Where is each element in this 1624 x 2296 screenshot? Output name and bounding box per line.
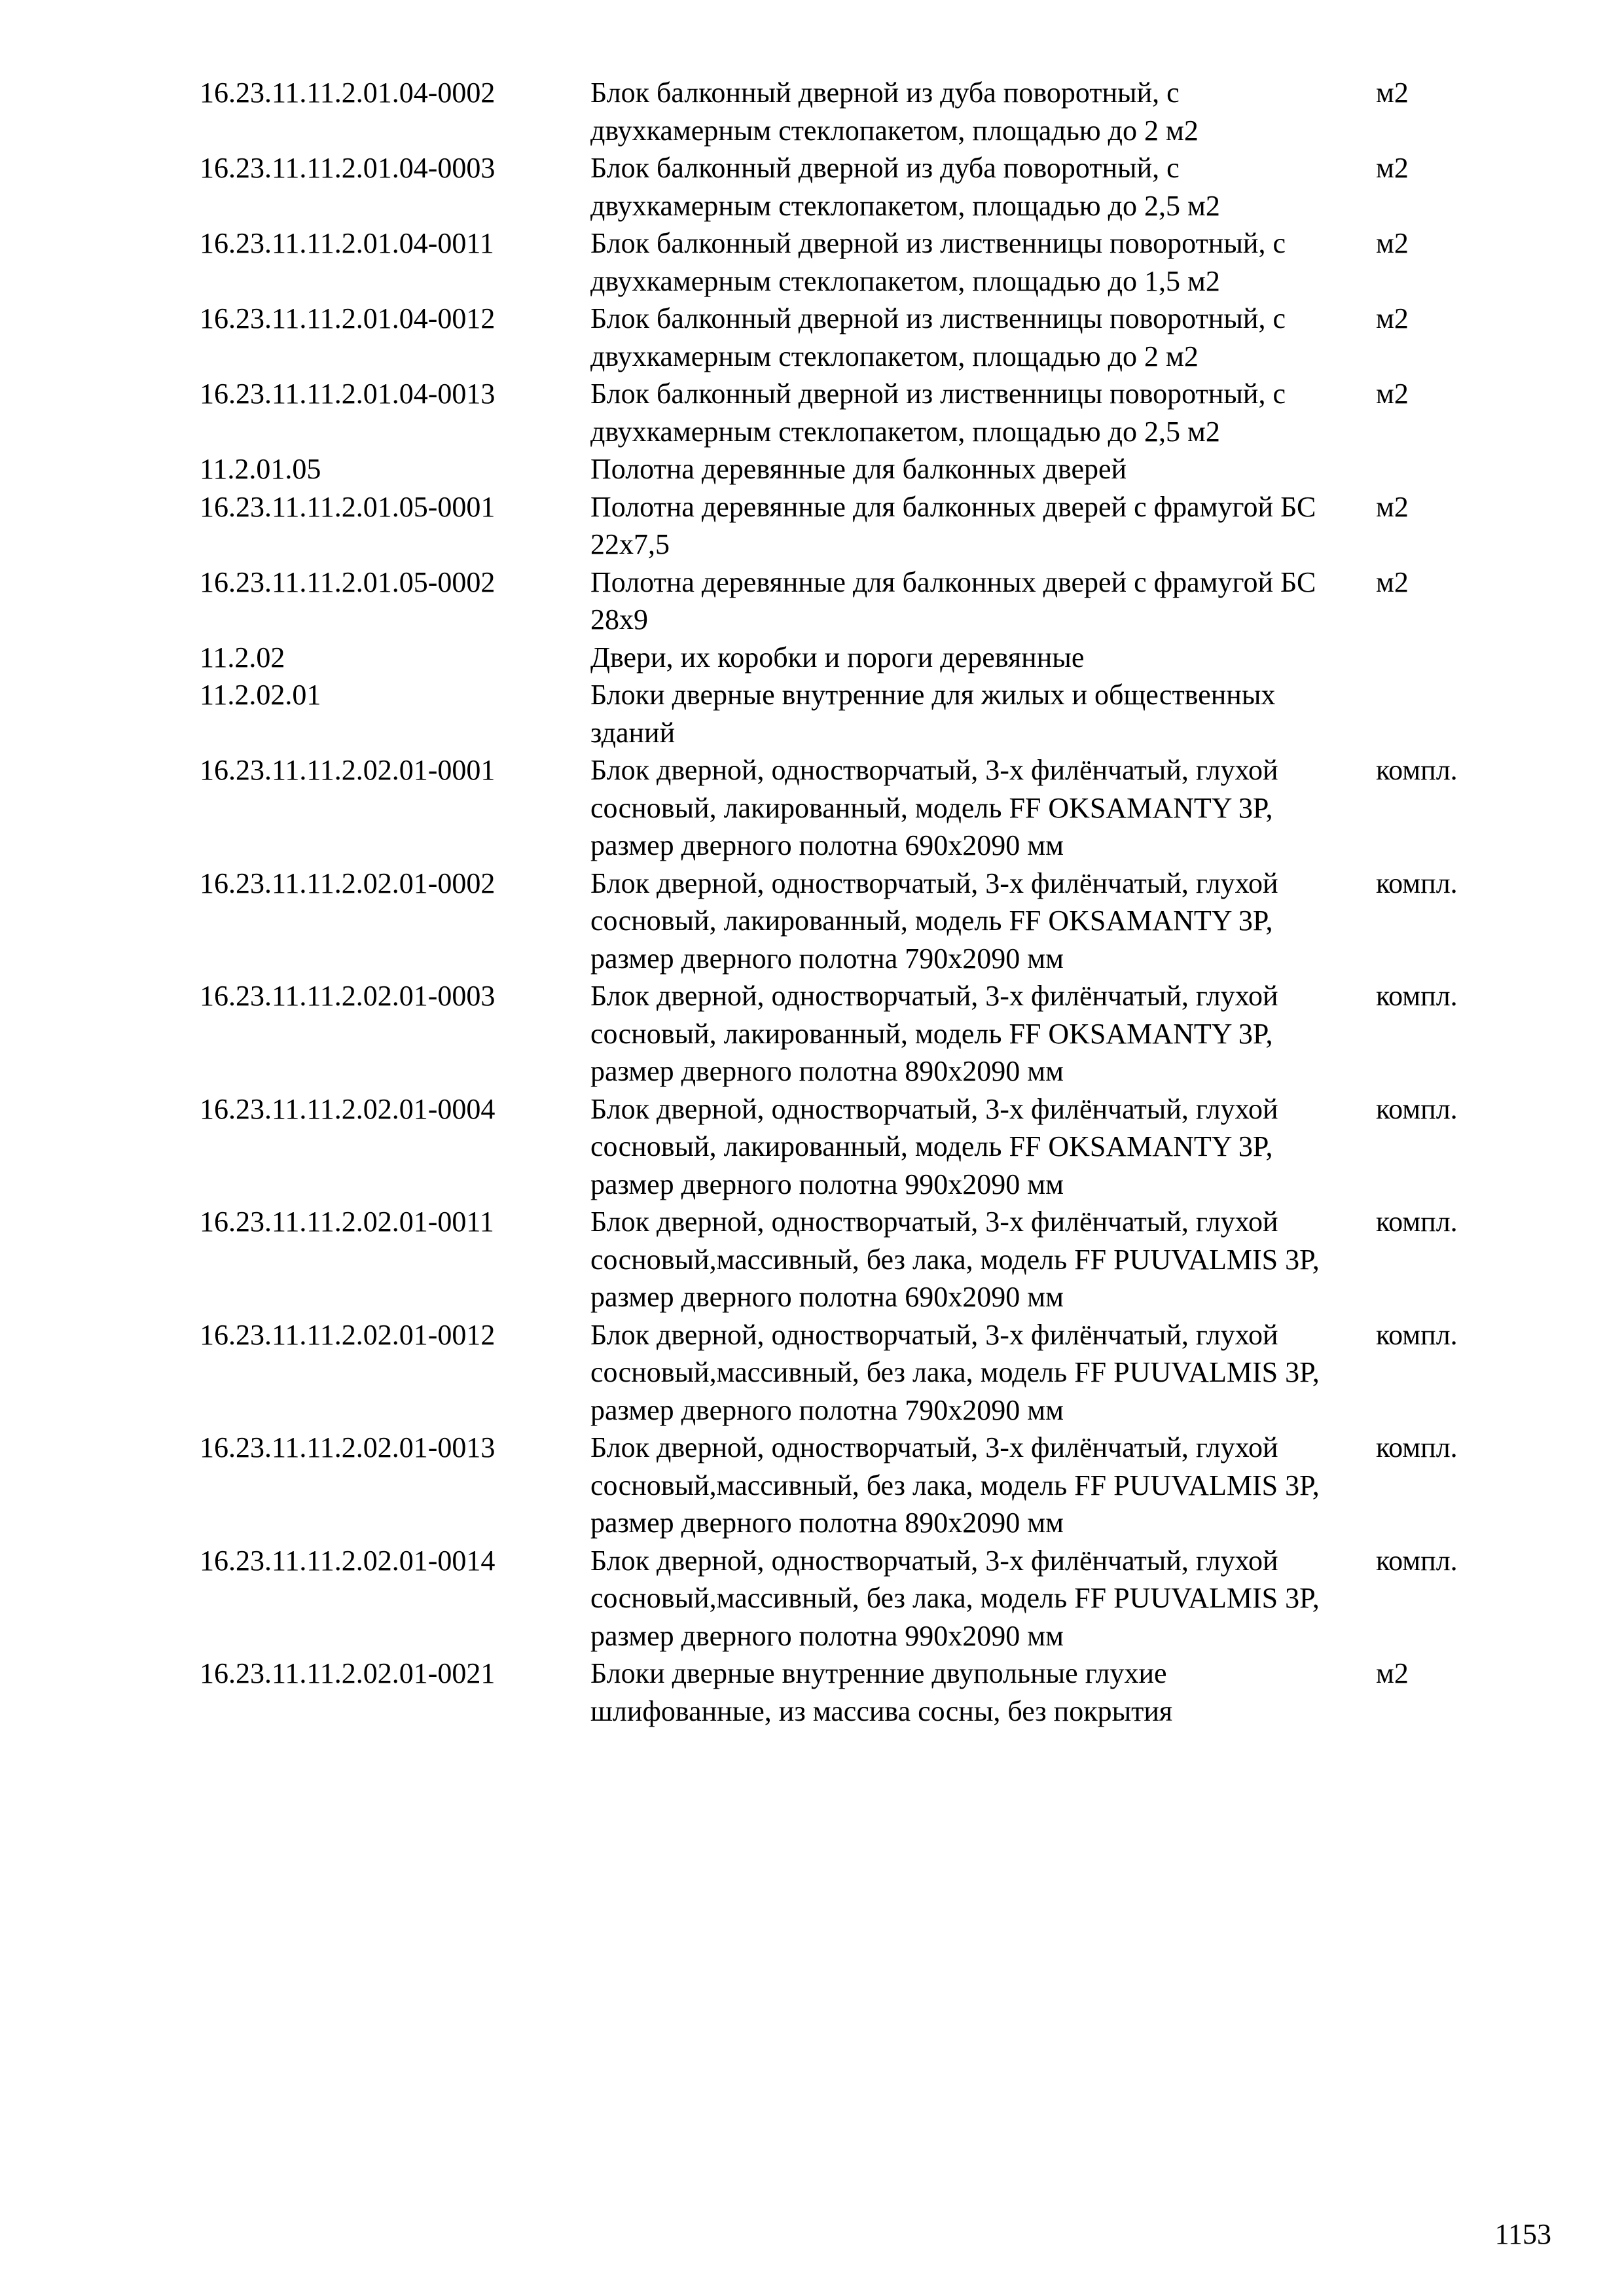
row-unit: компл. bbox=[1376, 754, 1458, 786]
table-row bbox=[200, 375, 1509, 450]
table-row bbox=[200, 450, 1509, 488]
table-row bbox=[200, 1429, 1509, 1542]
row-name: Блок дверной, одностворчатый, 3-х филёнчатый, глухой сосновый,массивный, без лака, модель FF PUUVALMIS 3P, размер дверного полотна 890х2090 мм bbox=[590, 1431, 1320, 1539]
row-code: 16.23.11.11.2.01.04-0011 bbox=[200, 227, 494, 259]
row-name: Блок дверной, одностворчатый, 3-х филёнчатый, глухой сосновый, лакированный, модель FF OKSAMANTY 3P, размер дверного полотна 690х2090 мм bbox=[590, 754, 1278, 861]
row-name: Блок балконный дверной из дуба поворотный, с двухкамерным стеклопакетом, площадью до 2 м2 bbox=[590, 77, 1199, 147]
row-name: Блок балконный дверной из лиственницы поворотный, с двухкамерным стеклопакетом, площадью до 2,5 м2 bbox=[590, 378, 1286, 448]
row-name: Блок балконный дверной из лиственницы поворотный, с двухкамерным стеклопакетом, площадью до 2 м2 bbox=[590, 302, 1286, 372]
row-code: 16.23.11.11.2.02.01-0004 bbox=[200, 1092, 496, 1125]
page-number: 1153 bbox=[1494, 2218, 1551, 2250]
row-code: 16.23.11.11.2.02.01-0001 bbox=[200, 754, 496, 786]
table-row bbox=[200, 300, 1509, 375]
row-code: 16.23.11.11.2.02.01-0002 bbox=[200, 867, 496, 899]
row-name: Блок дверной, одностворчатый, 3-х филёнчатый, глухой сосновый, лакированный, модель FF OKSAMANTY 3P, размер дверного полотна 890х2090 мм bbox=[590, 980, 1278, 1087]
table-row bbox=[200, 149, 1509, 224]
row-name: Блоки дверные внутренние для жилых и общественных зданий bbox=[590, 679, 1276, 749]
table-row bbox=[200, 1203, 1509, 1316]
table-row bbox=[200, 751, 1509, 865]
row-unit: м2 bbox=[1376, 565, 1409, 598]
table-row bbox=[200, 1542, 1509, 1655]
row-name: Блок дверной, одностворчатый, 3-х филёнчатый, глухой сосновый, лакированный, модель FF OKSAMANTY 3P, размер дверного полотна 790х2090 мм bbox=[590, 867, 1278, 975]
row-unit: м2 bbox=[1376, 1657, 1409, 1689]
row-name: Полотна деревянные для балконных дверей с фрамугой БС 28х9 bbox=[590, 565, 1316, 636]
table-row bbox=[200, 639, 1509, 677]
row-unit: компл. bbox=[1376, 1318, 1458, 1351]
row-unit bbox=[1376, 450, 1509, 488]
row-code: 16.23.11.11.2.01.04-0012 bbox=[200, 302, 496, 334]
row-unit: компл. bbox=[1376, 1544, 1458, 1577]
row-name: Блок дверной, одностворчатый, 3-х филёнчатый, глухой сосновый,массивный, без лака, модель FF PUUVALMIS 3P, размер дверного полотна 790х2090 мм bbox=[590, 1318, 1320, 1426]
row-unit: м2 bbox=[1376, 152, 1409, 184]
row-unit bbox=[1376, 676, 1509, 751]
row-code: 16.23.11.11.2.02.01-0021 bbox=[200, 1657, 496, 1689]
row-name: Двери, их коробки и пороги деревянные bbox=[590, 641, 1085, 673]
row-name: Полотна деревянные для балконных дверей с фрамугой БС 22х7,5 bbox=[590, 490, 1316, 560]
row-code: 16.23.11.11.2.02.01-0014 bbox=[200, 1544, 496, 1577]
row-code: 16.23.11.11.2.01.04-0003 bbox=[200, 152, 496, 184]
row-code: 16.23.11.11.2.02.01-0011 bbox=[200, 1206, 494, 1238]
row-name: Блок дверной, одностворчатый, 3-х филёнчатый, глухой сосновый,массивный, без лака, модель FF PUUVALMIS 3P, размер дверного полотна 690х2090 мм bbox=[590, 1206, 1320, 1313]
row-name: Блок дверной, одностворчатый, 3-х филёнчатый, глухой сосновый, лакированный, модель FF OKSAMANTY 3P, размер дверного полотна 990х2090 мм bbox=[590, 1092, 1278, 1200]
row-code: 16.23.11.11.2.01.04-0002 bbox=[200, 77, 496, 109]
row-code: 16.23.11.11.2.01.04-0013 bbox=[200, 378, 496, 410]
row-unit bbox=[1376, 639, 1509, 677]
table-row bbox=[200, 1655, 1509, 1730]
row-name: Блок балконный дверной из лиственницы поворотный, с двухкамерным стеклопакетом, площадью до 1,5 м2 bbox=[590, 227, 1286, 297]
table-row bbox=[200, 74, 1509, 149]
row-code: 16.23.11.11.2.02.01-0012 bbox=[200, 1318, 496, 1351]
table-body bbox=[200, 74, 1509, 1730]
table-row bbox=[200, 865, 1509, 978]
row-unit: компл. bbox=[1376, 980, 1458, 1012]
row-unit: м2 bbox=[1376, 77, 1409, 109]
row-unit: компл. bbox=[1376, 867, 1458, 899]
row-code: 16.23.11.11.2.01.05-0002 bbox=[200, 565, 496, 598]
table-row bbox=[200, 676, 1509, 751]
table-row bbox=[200, 564, 1509, 639]
table-row bbox=[200, 1090, 1509, 1204]
row-name: Полотна деревянные для балконных дверей bbox=[590, 453, 1127, 485]
table-row bbox=[200, 1316, 1509, 1429]
row-unit: м2 bbox=[1376, 227, 1409, 259]
row-name: Блоки дверные внутренние двупольные глухие шлифованные, из массива сосны, без покрытия bbox=[590, 1657, 1173, 1727]
row-unit: компл. bbox=[1376, 1431, 1458, 1463]
resource-table bbox=[200, 74, 1509, 1730]
row-code: 11.2.01.05 bbox=[200, 453, 321, 485]
row-unit: м2 bbox=[1376, 378, 1409, 410]
row-code: 16.23.11.11.2.01.05-0001 bbox=[200, 490, 496, 523]
row-unit: компл. bbox=[1376, 1092, 1458, 1125]
row-name: Блок балконный дверной из дуба поворотный, с двухкамерным стеклопакетом, площадью до 2,5 м2 bbox=[590, 152, 1220, 222]
row-code: 16.23.11.11.2.02.01-0003 bbox=[200, 980, 496, 1012]
row-unit: м2 bbox=[1376, 490, 1409, 523]
row-unit: м2 bbox=[1376, 302, 1409, 334]
table-row bbox=[200, 488, 1509, 564]
row-code: 11.2.02 bbox=[200, 641, 285, 673]
row-code: 11.2.02.01 bbox=[200, 679, 321, 711]
row-code: 16.23.11.11.2.02.01-0013 bbox=[200, 1431, 496, 1463]
table-row bbox=[200, 977, 1509, 1090]
row-unit: компл. bbox=[1376, 1206, 1458, 1238]
table-row bbox=[200, 224, 1509, 300]
row-name: Блок дверной, одностворчатый, 3-х филёнчатый, глухой сосновый,массивный, без лака, модель FF PUUVALMIS 3P, размер дверного полотна 990х2090 мм bbox=[590, 1544, 1320, 1652]
